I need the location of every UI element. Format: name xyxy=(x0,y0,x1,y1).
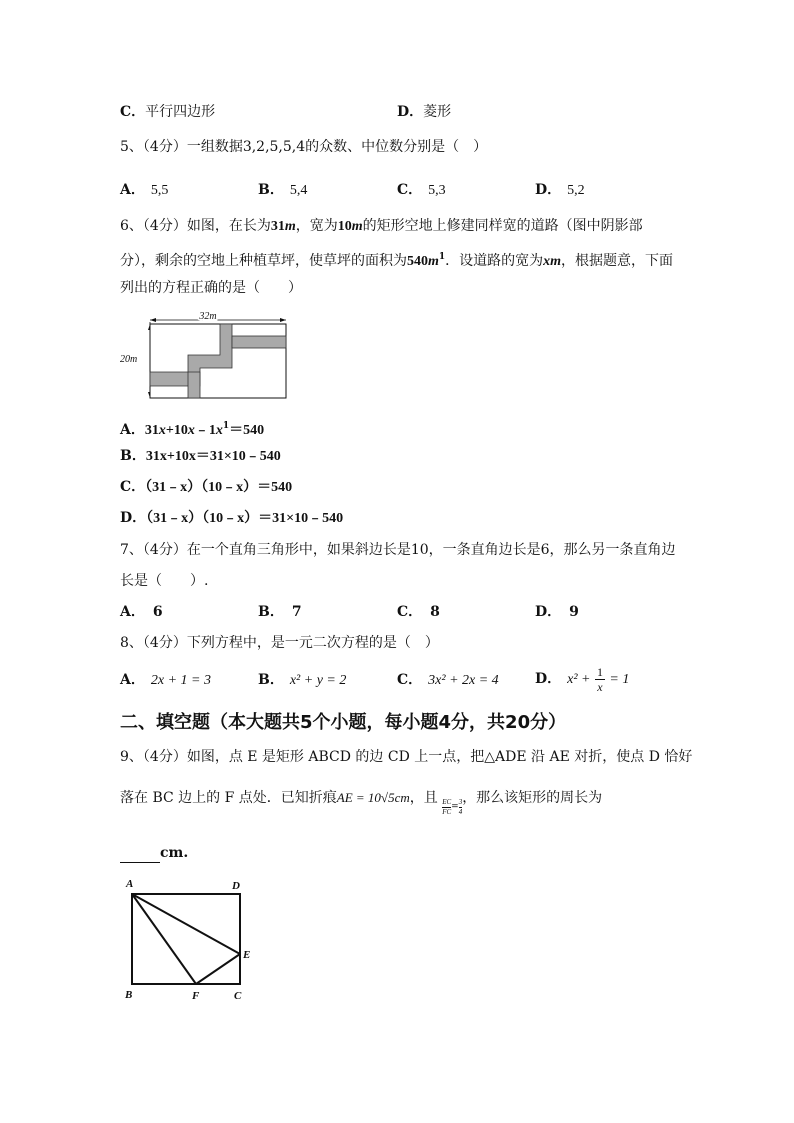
option-label: A． xyxy=(120,672,145,688)
text: ，根据题意，下面 xyxy=(561,253,674,269)
q7-option-c xyxy=(397,602,440,622)
option-label: B． xyxy=(120,448,146,464)
option-value: 3x² + 2x = 4 xyxy=(428,673,499,688)
road-bottom xyxy=(188,372,200,398)
text: 31 xyxy=(270,219,285,234)
text: 6、（4分）如图，在长为 xyxy=(120,218,271,234)
option-value: 7 xyxy=(291,604,302,620)
point-a-label: A xyxy=(126,878,134,890)
numerator: EC xyxy=(442,797,452,806)
ratio-fraction xyxy=(442,798,451,817)
q6-stem-line1 xyxy=(120,216,643,237)
denominator: FC xyxy=(442,807,452,816)
text: ，宽为 xyxy=(295,218,338,234)
text: x xyxy=(187,423,195,438)
q8-option-b xyxy=(258,670,346,691)
option-label: D． xyxy=(535,604,562,620)
q8-option-d xyxy=(535,660,629,699)
text: x xyxy=(215,423,223,438)
text: 的矩形空地上修建同样宽的道路（图中阴影部 xyxy=(362,218,643,234)
q6-option-b xyxy=(120,446,281,467)
option-label: C． xyxy=(397,182,423,198)
numerator: 1 xyxy=(596,664,603,679)
option-value: 5,3 xyxy=(428,183,446,198)
q6-road-figure xyxy=(118,310,290,402)
width-label: 32m xyxy=(199,311,217,322)
q5-option-c xyxy=(397,180,446,201)
q9-stem-line1: 9、（4分）如图，点 E 是矩形 ABCD 的边 CD 上一点，把△ADE 沿 AE 对折，使点 D 恰好 xyxy=(120,749,693,765)
text: m xyxy=(351,219,363,234)
option-label: D． xyxy=(535,671,562,687)
text: ．设道路的宽为 xyxy=(445,253,544,269)
option-label: C． xyxy=(397,604,423,620)
text: 540 xyxy=(407,254,428,269)
q4-option-c xyxy=(120,102,215,122)
point-e-label: E xyxy=(243,949,251,961)
q8-stem: 8、（4分）下列方程中，是一元二次方程的是（ ） xyxy=(120,635,439,651)
text: ﹣1 xyxy=(194,423,216,438)
segment-af xyxy=(132,894,196,984)
option-label: C． xyxy=(120,479,146,495)
option-text: 31x+10x＝31×10﹣540 xyxy=(145,449,281,464)
q7-option-d xyxy=(535,602,579,622)
option-label: A． xyxy=(120,422,145,438)
text: xm xyxy=(543,254,562,269)
segment-fe xyxy=(196,954,240,984)
q6-option-d xyxy=(120,508,343,529)
option-text: （31﹣x）（10﹣x）＝540 xyxy=(145,480,293,495)
option-label: C． xyxy=(120,104,146,120)
option-label: D． xyxy=(535,182,562,198)
option-label: D． xyxy=(397,104,424,120)
q8-option-c xyxy=(397,670,499,691)
option-value: 5,5 xyxy=(150,183,169,198)
answer-blank[interactable] xyxy=(120,848,160,863)
unit: cm. xyxy=(160,845,189,861)
option-value: 9 xyxy=(569,604,579,620)
segment-ae xyxy=(132,894,240,954)
option-value: 8 xyxy=(430,604,440,620)
option-value: 6 xyxy=(152,604,163,620)
option-label: A． xyxy=(120,182,145,198)
denominator: x xyxy=(597,679,603,694)
text: 落在 BC 边上的 F 点处．已知折痕 xyxy=(120,790,337,806)
option-label: C． xyxy=(397,672,423,688)
section-title: 二、填空题（本大题共5个小题，每小题4分，共20分） xyxy=(120,712,567,733)
q6-stem-line3: 列出的方程正确的是（ ） xyxy=(120,280,302,296)
arrow-head xyxy=(150,318,156,322)
q6-stem-line2 xyxy=(120,247,673,272)
option-label: A． xyxy=(120,604,145,620)
option-label: B． xyxy=(258,604,284,620)
text: 31 xyxy=(144,423,159,438)
q9-rectangle-figure xyxy=(122,874,260,1006)
text: m xyxy=(428,254,439,269)
q8-option-a xyxy=(120,670,211,691)
q9-answer-line xyxy=(120,843,188,863)
text: = 1 xyxy=(609,672,630,687)
q9-stem-line2 xyxy=(120,779,602,817)
q5-option-a xyxy=(120,180,168,201)
q7-option-b xyxy=(258,602,302,622)
arrow-head xyxy=(280,318,286,322)
road-right xyxy=(232,336,286,348)
text: ，且 xyxy=(409,790,438,806)
q7-stem-line2: 长是（ ）. xyxy=(120,573,209,589)
q6-option-c xyxy=(120,477,292,498)
text: = xyxy=(451,802,459,812)
option-value: 5,4 xyxy=(289,183,308,198)
text: m xyxy=(284,219,296,234)
option-text: （31﹣x）（10﹣x）＝31×10﹣540 xyxy=(146,511,344,526)
denominator: 4 xyxy=(458,807,463,816)
text: 10 xyxy=(337,219,352,234)
ae-expression: AE = 10√5cm xyxy=(336,790,410,805)
fraction xyxy=(595,665,605,694)
option-text: 平行四边形 xyxy=(145,104,216,120)
text: x² + xyxy=(567,672,591,687)
q5-option-b xyxy=(258,180,307,201)
q5-stem: 5、（4分）一组数据3,2,5,5,4的众数、中位数分别是（ ） xyxy=(120,139,488,155)
numerator: 3 xyxy=(458,797,463,806)
q7-stem-line1: 7、（4分）在一个直角三角形中，如果斜边长是10，一条直角边长是6，那么另一条直角边 xyxy=(120,542,676,558)
option-value: x² + y = 2 xyxy=(289,673,347,688)
option-label: D． xyxy=(120,510,147,526)
option-label: B． xyxy=(258,672,284,688)
text: ＝540 xyxy=(229,423,265,438)
option-text: 菱形 xyxy=(423,104,452,120)
point-b-label: B xyxy=(125,989,133,1001)
height-label: 20m xyxy=(120,354,138,365)
point-d-label: D xyxy=(232,880,240,892)
q4-option-d xyxy=(397,102,451,122)
text: ，那么该矩形的周长为 xyxy=(462,790,603,806)
point-f-label: F xyxy=(192,990,200,1002)
q6-option-a xyxy=(120,416,264,441)
text: 1 xyxy=(438,252,446,262)
text: 1 xyxy=(222,421,230,431)
q7-option-a xyxy=(120,602,163,622)
text: 分），剩余的空地上种植草坪，使草坪的面积为 xyxy=(120,253,407,269)
point-c-label: C xyxy=(234,990,242,1002)
text: x xyxy=(158,423,166,438)
option-value: 5,2 xyxy=(567,183,585,198)
text: +10 xyxy=(165,423,188,438)
option-label: B． xyxy=(258,182,284,198)
q5-option-d xyxy=(535,180,585,201)
option-value: 2x + 1 = 3 xyxy=(150,673,211,688)
